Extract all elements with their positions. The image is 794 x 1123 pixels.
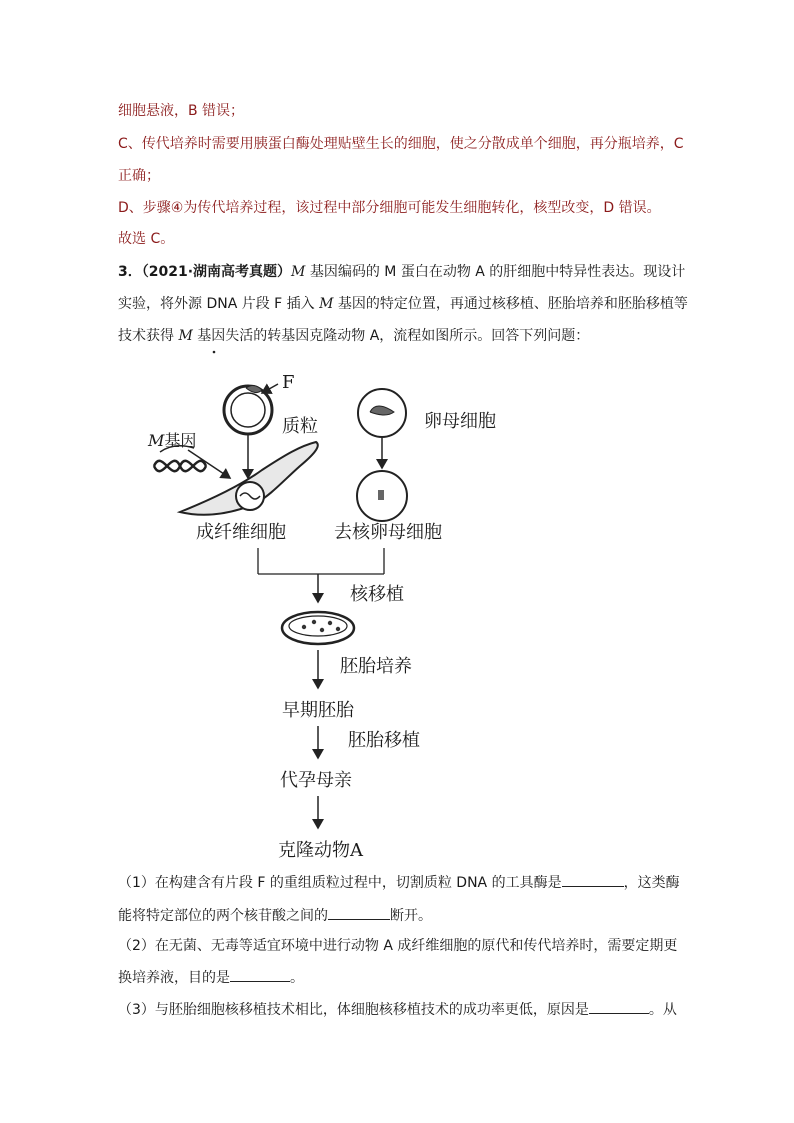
- question-text: （2）在无菌、无毒等适宜环境中进行动物 A 成纤维细胞的原代和传代培养时，需要定期更: [118, 938, 678, 954]
- question-text: 断开。: [390, 908, 432, 924]
- label-nuclear-transfer: 核移植: [350, 584, 404, 605]
- m-gene-italic: M: [148, 431, 165, 450]
- label-clone-animal: 克隆动物A: [278, 840, 363, 861]
- question-text: （3）与胚胎细胞核移植技术相比，体细胞核移植技术的成功率更低，原因是: [118, 1002, 589, 1018]
- question-text: 换培养液，目的是: [118, 970, 230, 986]
- question-text: （1）在构建含有片段 F 的重组质粒过程中，切割质粒 DNA 的工具酶是: [118, 875, 562, 891]
- gene-symbol: M: [319, 296, 334, 312]
- m-gene-text: 基因: [164, 431, 197, 450]
- answer-blank[interactable]: [328, 905, 390, 920]
- gene-symbol: M: [291, 264, 306, 280]
- oocyte-icon: [358, 389, 406, 437]
- answer-text: C、传代培养时需要用胰蛋白酶处理贴壁生长的细胞，使之分散成单个细胞，再分瓶培养，: [118, 136, 674, 152]
- answer-line-4: [118, 198, 661, 218]
- answer-option: C: [150, 231, 161, 247]
- enucleated-oocyte-icon: [357, 471, 407, 521]
- answer-text: D、步骤④为传代培养过程，该过程中部分细胞可能发生细胞转化，核型改变，: [118, 200, 604, 216]
- question-number: 3．: [118, 264, 142, 280]
- sub-question-2-line-2: [118, 967, 304, 988]
- answer-line-5: [118, 229, 174, 249]
- dna-helix-icon: [154, 446, 230, 478]
- answer-option: C: [673, 136, 684, 152]
- sub-question-3-line-1: [118, 999, 677, 1020]
- question-text: 能将特定部位的两个核苷酸之间的: [118, 908, 328, 924]
- answer-option: B: [188, 103, 198, 119]
- question-source: （2021·湖南高考真题）: [141, 264, 292, 280]
- label-plasmid: 质粒: [282, 416, 318, 437]
- answer-blank[interactable]: [230, 967, 290, 982]
- label-embryo-culture: 胚胎培养: [340, 656, 412, 677]
- gene-symbol: M: [178, 328, 193, 344]
- question-text: ，这类酶: [623, 875, 680, 891]
- sub-question-1-line-1: [118, 872, 680, 893]
- answer-text: 正确；: [118, 168, 160, 184]
- petri-dish-icon: [282, 612, 354, 644]
- answer-text: 错误；: [197, 103, 245, 119]
- label-surrogate-mother: 代孕母亲: [280, 770, 352, 791]
- stray-dot: [213, 351, 216, 354]
- question-text: 技术获得: [118, 328, 179, 344]
- answer-line-2: [118, 134, 684, 154]
- answer-text: 细胞悬液，: [118, 103, 188, 119]
- answer-line-3: [118, 166, 160, 186]
- question-line-3: [118, 326, 589, 346]
- label-early-embryo: 早期胚胎: [282, 700, 354, 721]
- answer-line-1: [118, 101, 244, 121]
- flow-diagram: [0, 350, 794, 870]
- question-text: 实验，将外源 DNA 片段 F 插入: [118, 296, 320, 312]
- question-text: 基因失活的转基因克隆动物 A，流程如图所示。回答下列问题：: [192, 328, 590, 344]
- answer-blank[interactable]: [562, 872, 624, 887]
- question-line-2: [118, 294, 688, 314]
- answer-option: D: [603, 200, 615, 216]
- label-oocyte: 卵母细胞: [424, 411, 496, 432]
- question-text: 基因的特定位置，再通过核移植、胚胎培养和胚胎移植等: [333, 296, 688, 312]
- label-enucleated-oocyte: 去核卵母细胞: [334, 522, 442, 543]
- answer-text: 故选: [118, 231, 151, 247]
- answer-text: 错误。: [614, 200, 661, 216]
- question-line-1: [118, 262, 685, 282]
- label-fibroblast: 成纤维细胞: [196, 522, 286, 543]
- fibroblast-icon: [180, 442, 318, 515]
- question-text: 。从: [648, 1002, 677, 1018]
- sub-question-2-line-1: [118, 936, 677, 956]
- answer-text: 。: [160, 231, 175, 247]
- label-f: F: [282, 372, 295, 393]
- answer-blank[interactable]: [589, 999, 649, 1014]
- sub-question-1-line-2: [118, 905, 432, 926]
- question-text: 基因编码的 M 蛋白在动物 A 的肝细胞中特异性表达。现设计: [305, 264, 686, 280]
- label-embryo-transfer: 胚胎移植: [348, 730, 420, 751]
- question-text: 。: [290, 970, 304, 986]
- plasmid-icon: [224, 384, 278, 434]
